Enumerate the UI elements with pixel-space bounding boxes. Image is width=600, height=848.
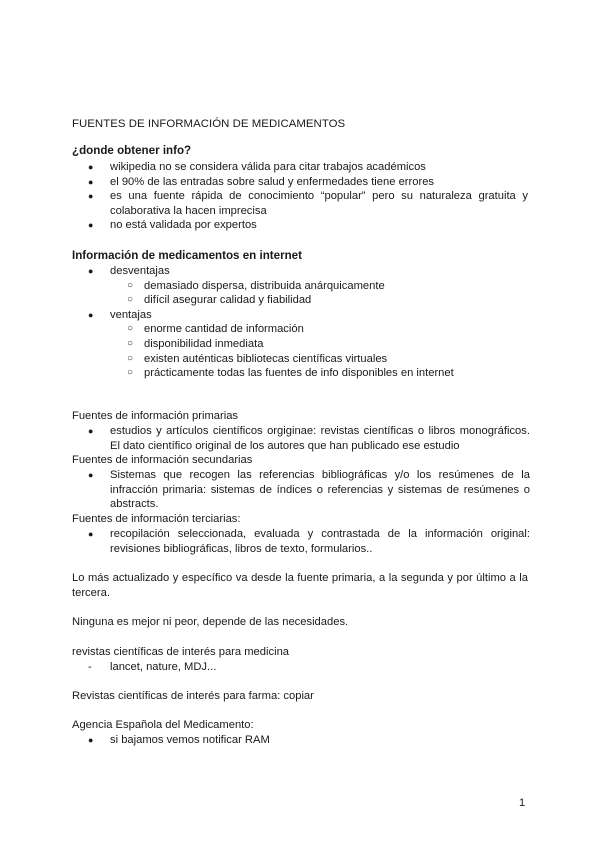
bullet-icon: ● <box>88 426 94 436</box>
dash-bullet-icon: - <box>88 661 92 673</box>
bullet-list-secundarias <box>72 468 530 512</box>
bullet-icon: ● <box>88 220 94 231</box>
label-revistas-medicina: revistas científicas de interés para medicina <box>72 646 290 658</box>
list-item: ○ prácticamente todas las fuentes de info disponibles en internet <box>127 367 454 380</box>
list-item: ○ disponibilidad inmediata <box>127 337 264 350</box>
circle-bullet-icon: ○ <box>127 323 134 335</box>
label-agencia-medicamento: Agencia Española del Medicamento: <box>72 719 254 731</box>
circle-bullet-icon: ○ <box>127 294 134 306</box>
bullet-list-primarias <box>72 424 530 453</box>
dash-list-revistas-medicina <box>72 660 216 675</box>
bullet-icon: ● <box>88 191 94 202</box>
list-item: ○ demasiado dispersa, distribuida anárquicamente <box>127 279 385 292</box>
section-heading-donde-obtener-info: ¿donde obtener info? <box>72 144 192 157</box>
circle-bullet-icon: ○ <box>127 367 134 379</box>
label-fuentes-terciarias: Fuentes de información terciarias: <box>72 513 241 525</box>
bullet-list-terciarias <box>72 527 530 556</box>
circle-bullet-icon: ○ <box>127 337 134 349</box>
bullet-icon: ● <box>88 176 94 187</box>
list-item: ● Sistemas que recogen las referencias bibliográficas y/o los resúmenes de la infracción primaria: sistemas de índices o referencias y sistemas de resúmenes o abstracts. <box>88 469 530 511</box>
paragraph-ninguna: Ninguna es mejor ni peor, depende de las necesidades. <box>72 616 349 628</box>
bullet-list-donde-obtener-info <box>72 160 528 233</box>
bullet-icon: ● <box>88 309 94 320</box>
bullet-icon: ● <box>88 470 94 480</box>
list-item: ● si bajamos vemos notificar RAM <box>88 734 270 746</box>
label-fuentes-secundarias: Fuentes de información secundarias <box>72 454 253 466</box>
list-item: ○ difícil asegurar calidad y fiabilidad <box>127 294 312 307</box>
list-item-desventajas: ● desventajas <box>88 265 170 277</box>
paragraph-actualizado: Lo más actualizado y específico va desde la fuente primaria, a la segunda y por último a la tercera. <box>72 572 528 599</box>
list-item: ● no está validada por expertos <box>88 219 257 232</box>
list-item: ● es una fuente rápida de conocimiento “popular” pero su naturaleza gratuita y colaborativa la hacen imprecisa <box>88 190 528 217</box>
document-title: FUENTES DE INFORMACIÓN DE MEDICAMENTOS <box>72 118 346 130</box>
list-item: ○ enorme cantidad de información <box>127 323 304 336</box>
list-item: ● el 90% de las entradas sobre salud y enfermedades tiene errores <box>88 175 435 188</box>
circle-bullet-icon: ○ <box>127 279 134 291</box>
bullet-icon: ● <box>88 735 94 745</box>
bullet-list-internet <box>72 264 532 381</box>
bullet-icon: ● <box>88 529 94 539</box>
bullet-list-agencia <box>72 733 528 748</box>
page-number: 1 <box>519 797 526 809</box>
list-item-ventajas: ● ventajas <box>88 308 152 321</box>
list-item: ● estudios y artículos científicos orgiginae: revistas científicas o libros monográficos. El dato científico original de los autores que han publicado ese estudio <box>88 425 530 452</box>
paragraph-revistas-farma: Revistas científicas de interés para farma: copiar <box>72 690 314 702</box>
section-heading-informacion-internet: Información de medicamentos en internet <box>72 249 302 262</box>
bullet-icon: ● <box>88 162 94 172</box>
list-item: ● recopilación seleccionada, evaluada y contrastada de la información original: revisiones bibliográficas, libros de texto, formularios.. <box>88 528 530 555</box>
list-item: ○ existen auténticas bibliotecas científicas virtuales <box>127 352 388 365</box>
list-item: - lancet, nature, MDJ... <box>88 661 217 673</box>
list-item: ● wikipedia no se considera válida para citar trabajos académicos <box>88 161 426 173</box>
label-fuentes-primarias: Fuentes de información primarias <box>72 410 239 422</box>
circle-bullet-icon: ○ <box>127 352 134 364</box>
bullet-icon: ● <box>88 266 94 276</box>
